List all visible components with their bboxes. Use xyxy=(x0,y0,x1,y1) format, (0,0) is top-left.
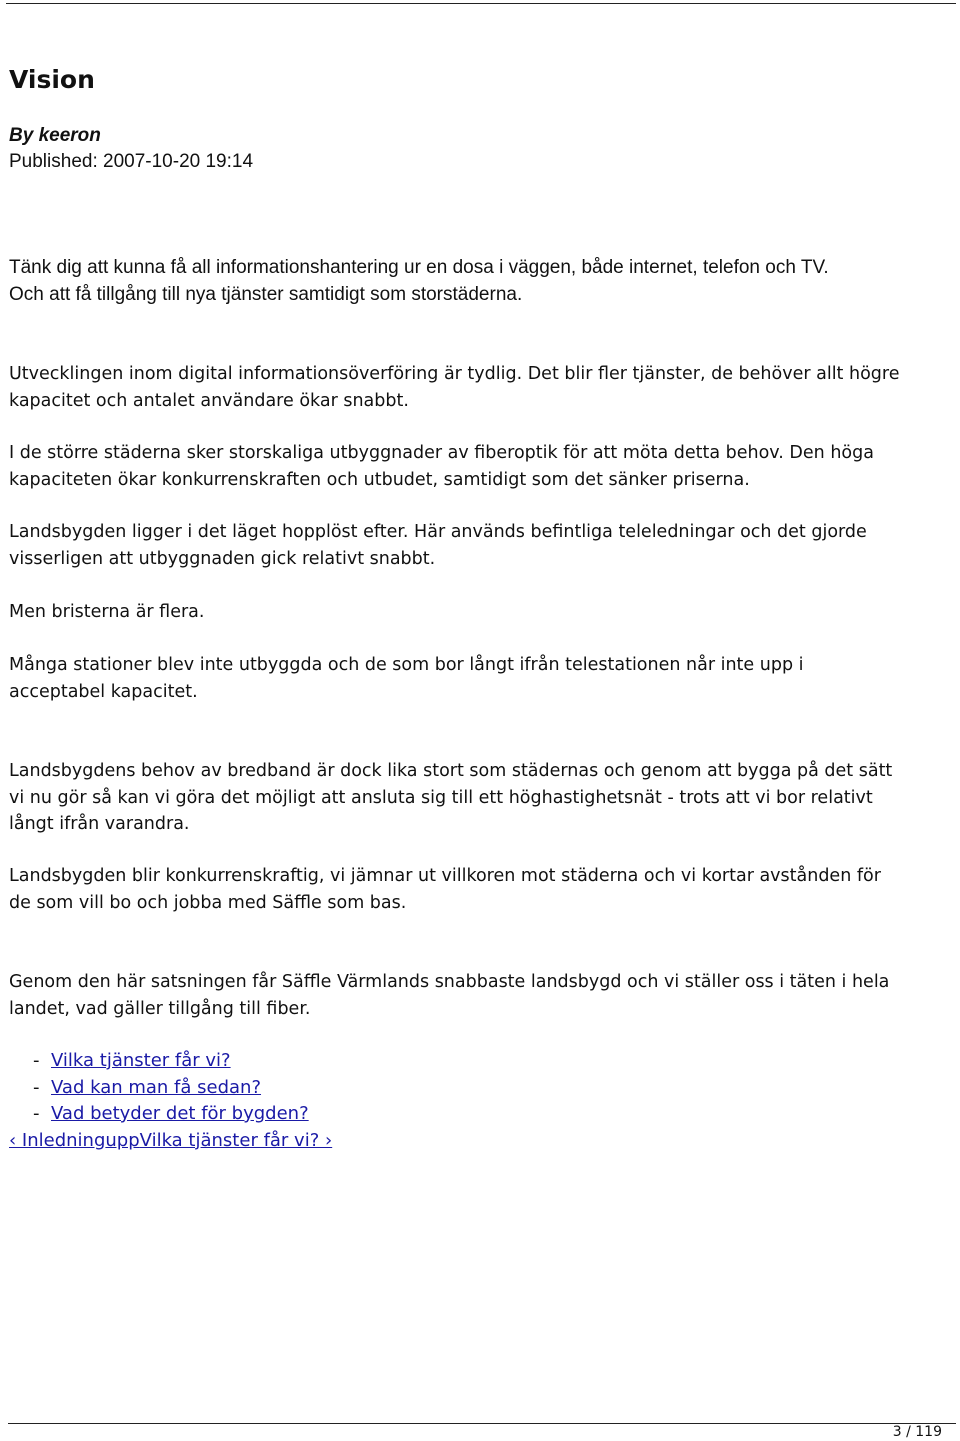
paragraph-line: I de större städerna sker storskaliga utbyggnader av fiberoptik för att möta detta behov. Den höga xyxy=(9,443,874,463)
top-rule xyxy=(6,3,956,4)
paragraph-line: Genom den här satsningen får Säffle Värmlands snabbaste landsbygd och vi ställer oss i täten i hela xyxy=(9,972,890,992)
paragraph-line: Utvecklingen inom digital informationsöverföring är tydlig. Det blir fler tjänster, de behöver allt högre xyxy=(9,364,900,384)
prev-page-link[interactable]: ‹ Inledning xyxy=(9,1129,106,1151)
page-number: 3 / 119 xyxy=(892,1424,942,1440)
page-title: Vision xyxy=(9,65,95,94)
paragraph-line: landet, vad gäller tillgång till fiber. xyxy=(9,998,311,1019)
paragraph-line: Och att få tillgång till nya tjänster samtidigt som storstäderna. xyxy=(9,283,523,305)
paragraph-line: Tänk dig att kunna få all informationshantering ur en dosa i väggen, både internet, telefon och TV. xyxy=(9,257,829,278)
paragraph-1 xyxy=(9,255,960,308)
paragraph-7 xyxy=(9,758,960,838)
list-item xyxy=(9,1048,332,1075)
list-item xyxy=(9,1101,332,1128)
paragraph-6 xyxy=(9,652,960,705)
related-links-list xyxy=(9,1048,332,1154)
footer-rule xyxy=(8,1423,956,1424)
list-item xyxy=(9,1075,332,1102)
paragraph-8 xyxy=(9,863,960,916)
paragraph-line: vi nu gör så kan vi göra det möjligt att ansluta sig till ett höghastighetsnät - trots att vi bor relativt xyxy=(9,787,873,808)
link-vilka-tjanster[interactable]: Vilka tjänster får vi? xyxy=(51,1050,231,1071)
list-dash: - xyxy=(33,1103,40,1124)
paragraph-line: acceptabel kapacitet. xyxy=(9,681,198,702)
paragraph-line: kapaciteten ökar konkurrenskraften och utbudet, samtidigt som det sänker priserna. xyxy=(9,469,750,490)
list-dash: - xyxy=(33,1076,40,1098)
next-page-link[interactable]: Vilka tjänster får vi? › xyxy=(139,1129,333,1151)
paragraph-line: visserligen att utbyggnaden gick relativt snabbt. xyxy=(9,548,436,569)
paragraph-line: Men bristerna är flera. xyxy=(9,602,205,622)
paragraph-4 xyxy=(9,519,960,572)
paragraph-line: kapacitet och antalet användare ökar snabbt. xyxy=(9,390,409,411)
link-vad-kan-man-fa[interactable]: Vad kan man få sedan? xyxy=(51,1076,262,1098)
book-navigation xyxy=(9,1128,332,1155)
link-vad-betyder-det[interactable]: Vad betyder det för bygden? xyxy=(51,1103,309,1124)
published-date: Published: 2007-10-20 19:14 xyxy=(9,151,254,172)
paragraph-line: Landsbygdens behov av bredband är dock lika stort som städernas och genom att bygga på det sätt xyxy=(9,761,893,781)
paragraph-9 xyxy=(9,969,960,1022)
paragraph-2 xyxy=(9,361,960,414)
paragraph-line: Många stationer blev inte utbyggda och de som bor långt ifrån telestationen når inte upp i xyxy=(9,655,804,675)
paragraph-line: Landsbygden blir konkurrenskraftig, vi jämnar ut villkoren mot städerna och vi kortar avstånden för xyxy=(9,866,881,886)
paragraph-5 xyxy=(9,599,960,626)
up-link[interactable]: upp xyxy=(105,1129,140,1151)
paragraph-3 xyxy=(9,440,960,493)
paragraph-line: de som vill bo och jobba med Säffle som bas. xyxy=(9,892,407,913)
author-byline: By keeron xyxy=(9,125,101,146)
list-dash: - xyxy=(33,1050,40,1071)
paragraph-line: Landsbygden ligger i det läget hopplöst efter. Här används befintliga teleledningar och det gjorde xyxy=(9,522,867,542)
paragraph-line: långt ifrån varandra. xyxy=(9,814,190,834)
